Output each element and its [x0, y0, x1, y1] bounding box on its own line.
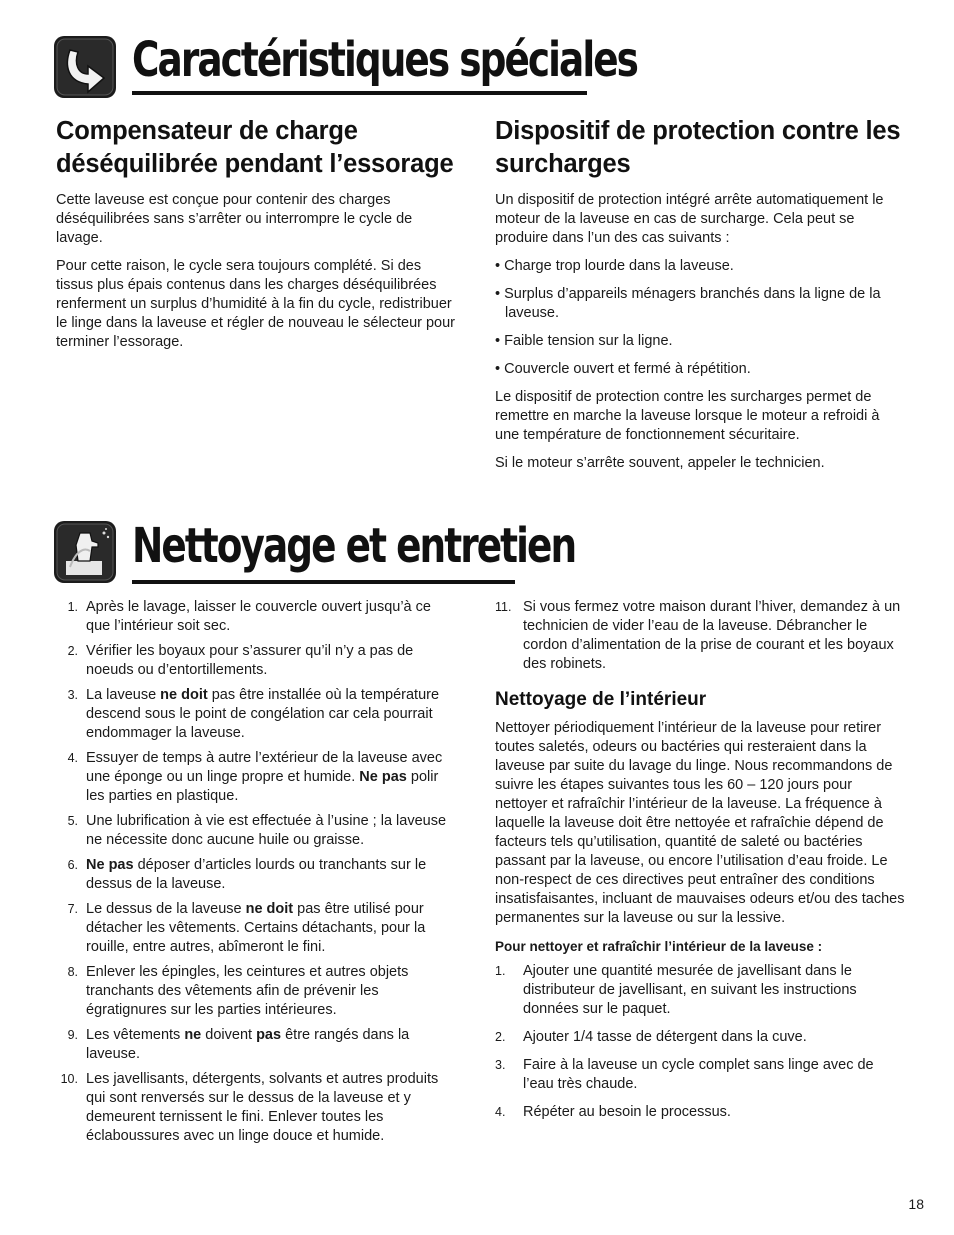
list-item	[495, 598, 905, 674]
item-emphasis: ne doit	[245, 901, 294, 917]
item-text: pas être installée où la température descend sous le point de congélation car cela pourrait endommager la laveuse.	[86, 687, 440, 741]
item-number: 1.	[67, 600, 78, 614]
item-number: 8.	[67, 965, 78, 979]
overload-bullet: • Charge trop lourde dans la laveuse.	[495, 257, 905, 276]
item-text: être rangés dans la laveuse.	[86, 1027, 410, 1062]
item-text: La laveuse	[86, 687, 161, 703]
item-text: Après le lavage, laisser le couvercle ouvert jusqu’à ce que l’intérieur soit sec.	[86, 599, 431, 634]
overload-bullet: • Surplus d’appareils ménagers branchés dans la ligne de la laveuse.	[495, 285, 905, 323]
item-text: pas être utilisé pour détacher les vêtements. Certains détachants, pour la rouille, entre autres, abîmeront le fini.	[86, 901, 426, 955]
item-number: 11.	[495, 600, 512, 614]
item-text: Vérifier les boyaux pour s’assurer qu’il n’y a pas de noeuds ou d’entortillements.	[86, 643, 414, 678]
step-text: Ajouter 1/4 tasse de détergent dans la cuve.	[523, 1029, 807, 1045]
interior-steps-lead: Pour nettoyer et rafraîchir l’intérieur de la laveuse :	[495, 939, 823, 954]
item-emphasis: ne	[184, 1027, 202, 1043]
title-underline	[132, 91, 587, 95]
section-title-special-features: Caractéristiques spéciales	[132, 32, 638, 88]
section-title-cleaning: Nettoyage et entretien	[132, 518, 576, 574]
item-text: Si vous fermez votre maison durant l’hiver, demandez à un technicien de vider l’eau de la laveuse. Débrancher le cordon d’alimentation de la prise de courant et les boyaux des robinets.	[523, 599, 901, 672]
item-number: 10.	[60, 1072, 78, 1086]
item-text: polir les parties en plastique.	[86, 769, 439, 804]
load-balance-column	[56, 115, 456, 361]
page-number: 18	[908, 1196, 924, 1212]
overload-paragraph: Si le moteur s’arrête souvent, appeler le technicien.	[495, 455, 825, 471]
step-number: 2.	[495, 1030, 506, 1044]
item-text: Le dessus de la laveuse	[86, 901, 246, 917]
list-item	[56, 642, 458, 680]
arrow-curve-icon	[54, 36, 116, 98]
item-emphasis: Ne pas	[359, 769, 407, 785]
care-list	[56, 598, 458, 1146]
list-item	[56, 856, 458, 894]
item-number: 4.	[67, 751, 78, 765]
item-number: 6.	[67, 858, 78, 872]
item-number: 7.	[67, 902, 78, 916]
load-balance-paragraph: Pour cette raison, le cycle sera toujours complété. Si des tissus plus épais contenus dans les charges déséquilibrées renferment un surplus d’humidité à la fin du cycle, redistribuer le linge dans la laveuse et régler de nouveau le sélecteur pour terminer l’essorage.	[56, 258, 456, 350]
item-text: Enlever les épingles, les ceintures et autres objets tranchants des vêtements afin de prévenir les égratignures sur les parties intérieures.	[86, 964, 409, 1018]
list-item	[495, 1056, 905, 1094]
overload-paragraph: Le dispositif de protection contre les surcharges permet de remettre en marche la laveuse lorsque le moteur a refroidi à une température de fonctionnement sécuritaire.	[495, 389, 880, 443]
list-item	[56, 749, 458, 806]
item-text: Les vêtements	[86, 1027, 185, 1043]
overload-intro: Un dispositif de protection intégré arrête automatiquement le moteur de la laveuse en cas de surcharge. Cela peut se produire dans l’un des cas suivants :	[495, 192, 884, 246]
load-balance-paragraph: Cette laveuse est conçue pour contenir des charges déséquilibrées sans s’arrêter ou interrompre le cycle de lavage.	[56, 192, 413, 246]
item-number: 2.	[67, 644, 78, 658]
step-number: 4.	[495, 1105, 506, 1119]
interior-steps	[495, 962, 905, 1122]
overload-protection-column	[495, 115, 905, 482]
list-item	[495, 1103, 905, 1122]
overload-bullet: • Couvercle ouvert et fermé à répétition.	[495, 360, 905, 379]
care-list-continued	[495, 598, 905, 674]
item-text: doivent	[201, 1027, 257, 1043]
care-list-column	[56, 598, 458, 1152]
list-item	[495, 1028, 905, 1047]
load-balance-heading: Compensateur de charge déséquilibrée pendant l’essorage	[56, 117, 454, 178]
step-text: Faire à la laveuse un cycle complet sans linge avec de l’eau très chaude.	[523, 1057, 874, 1092]
item-text: déposer d’articles lourds ou tranchants sur le dessus de la laveuse.	[86, 857, 427, 892]
list-item	[56, 900, 458, 957]
overload-bullet: • Faible tension sur la ligne.	[495, 332, 905, 351]
item-number: 3.	[67, 688, 78, 702]
item-text: Les javellisants, détergents, solvants et autres produits qui sont renversés sur le dessus de la laveuse et y demeurent ternissent le fini. Enlever toutes les éclaboussures avec un linge douce et humide.	[86, 1071, 439, 1144]
item-text: Essuyer de temps à autre l’extérieur de la laveuse avec une éponge ou un linge propre et humide.	[86, 750, 443, 785]
list-item	[56, 1070, 458, 1146]
list-item	[56, 963, 458, 1020]
item-text: Une lubrification à vie est effectuée à l’usine ; la laveuse ne nécessite donc aucune huile ou graisse.	[86, 813, 447, 848]
item-emphasis: Ne pas	[86, 857, 134, 873]
interior-heading: Nettoyage de l’intérieur	[495, 689, 707, 710]
interior-paragraph: Nettoyer périodiquement l’intérieur de la laveuse pour retirer toutes saletés, odeurs ou bactéries qui resteraient dans la laveuse par suite du lavage du linge. Nous recommandons de suivre les étapes suivantes tous les 60 – 120 jours pour nettoyer et rafraîchir l’intérieur de la laveuse. La fréquence à laquelle la laveuse doit être nettoyée et rafraîchie dépend de facteurs tels qu’utilisation, quantité de saleté ou bactéries passant par la laveuse, ou encore l’utilisation d’eau froide. Le non-respect de ces directives peut entraîner des conditions insatisfaisantes, incluant de mauvaises odeurs et/ou des taches permanentes sur la laveuse ou sur la lessive.	[495, 720, 905, 926]
cleaning-spray-icon	[54, 521, 116, 583]
title-underline	[132, 580, 515, 584]
list-item	[56, 1026, 458, 1064]
step-text: Répéter au besoin le processus.	[523, 1104, 731, 1120]
step-text: Ajouter une quantité mesurée de javellisant dans le distributeur de javellisant, en suivant les instructions données sur le paquet.	[523, 963, 857, 1017]
overload-heading: Dispositif de protection contre les surcharges	[495, 117, 901, 178]
list-item	[56, 686, 458, 743]
interior-cleaning-column	[495, 598, 905, 1131]
item-emphasis: pas	[256, 1027, 282, 1043]
step-number: 3.	[495, 1058, 506, 1072]
step-number: 1.	[495, 964, 506, 978]
item-number: 5.	[67, 814, 78, 828]
list-item	[495, 962, 905, 1019]
item-number: 9.	[67, 1028, 78, 1042]
list-item	[56, 812, 458, 850]
item-emphasis: ne doit	[160, 687, 208, 703]
list-item	[56, 598, 458, 636]
